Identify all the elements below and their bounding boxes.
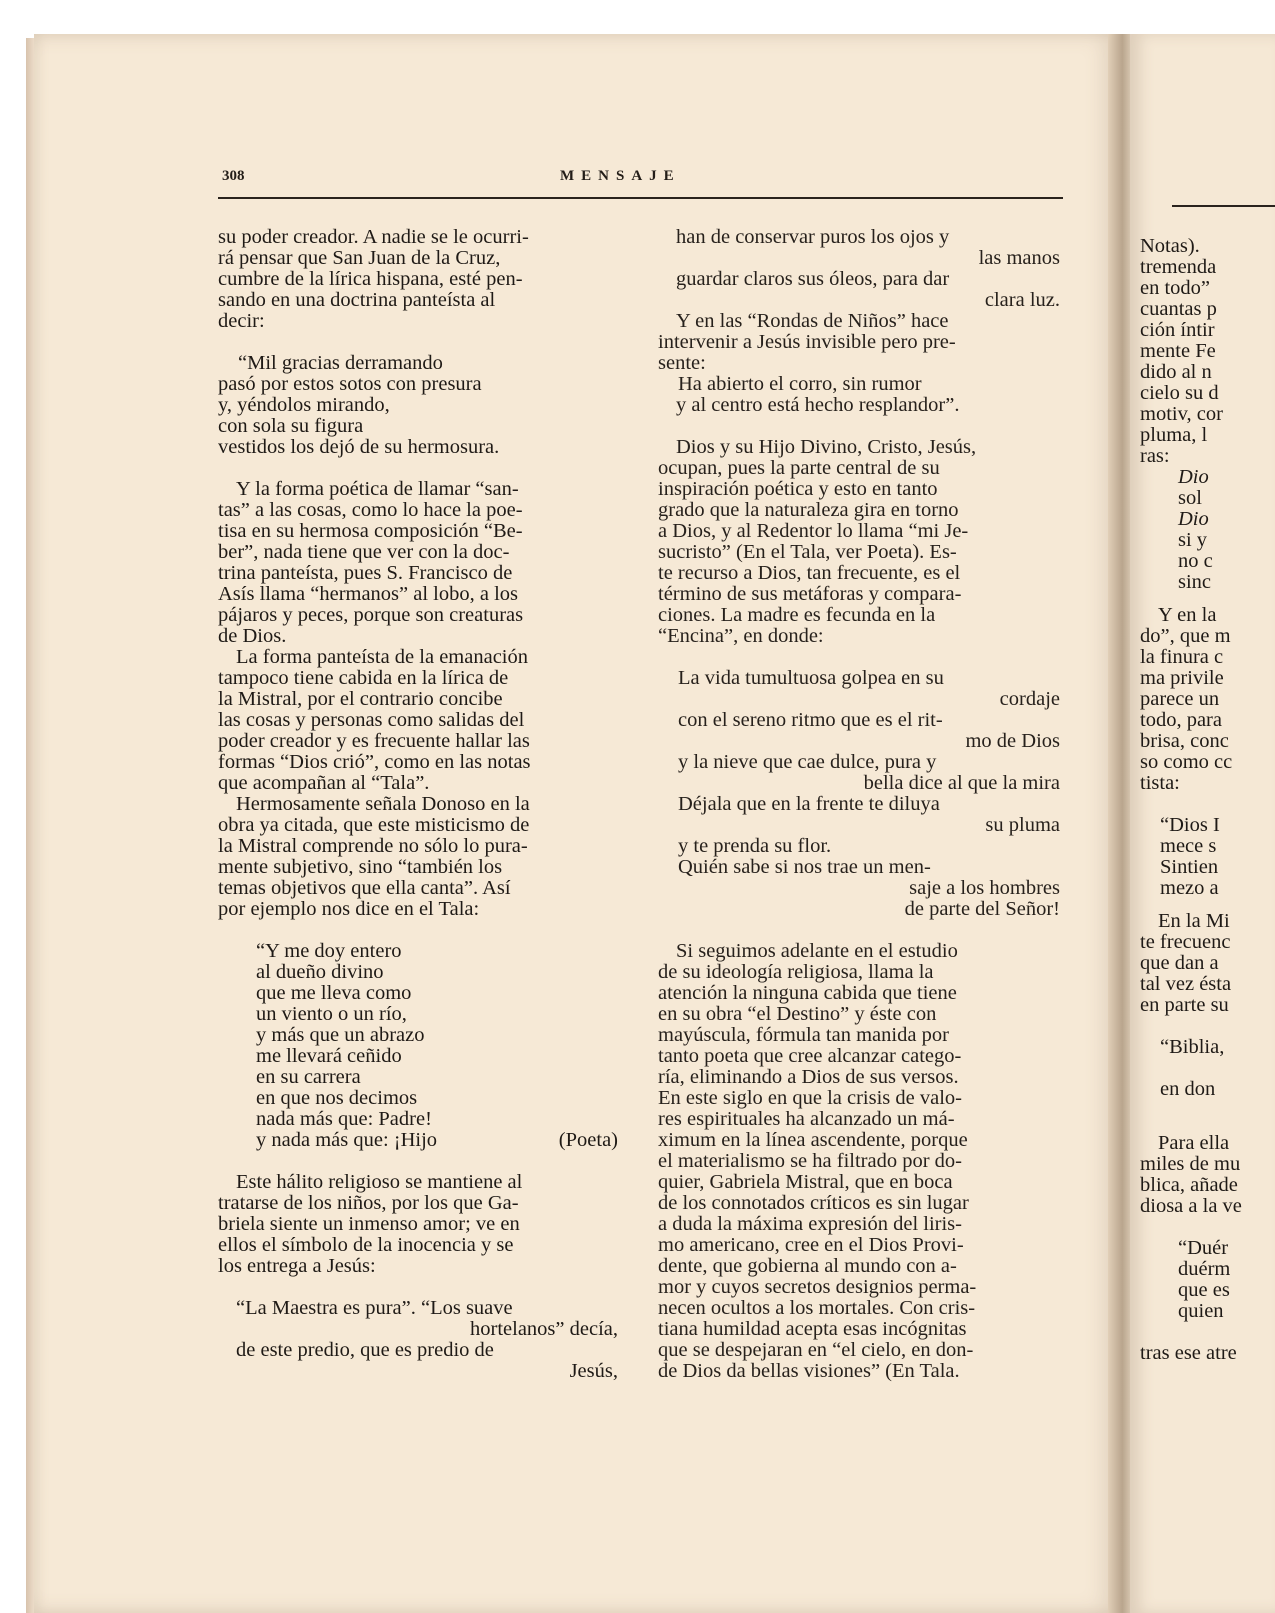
- text-line: miles de mu: [1140, 1153, 1241, 1175]
- text-line: mayúscula, fórmula tan manida por: [658, 1024, 949, 1046]
- text-line: Y en las “Rondas de Niños” hace: [676, 310, 949, 332]
- text-line: brisa, conc: [1140, 730, 1229, 752]
- text-line: diosa a la ve: [1140, 1195, 1242, 1217]
- text-line: sando en una doctrina panteísta al: [218, 289, 496, 311]
- text-line: ción íntir: [1140, 319, 1215, 341]
- right-page-column: [1140, 236, 1275, 1364]
- text-line: en todo”: [1140, 277, 1211, 299]
- text-line: te frecuenc: [1140, 931, 1231, 953]
- verse-line: de parte del Señor!: [904, 898, 1060, 920]
- verse-line: Déjala que en la frente te diluya: [678, 793, 940, 815]
- text-line: obra ya citada, que este misticismo de: [218, 814, 530, 836]
- verse-line: Dio: [1178, 466, 1209, 488]
- verse-line: duérm: [1178, 1258, 1231, 1280]
- text-line: te recurso a Dios, tan frecuente, es el: [658, 562, 961, 584]
- text-line: a duda la máxima expresión del liris-: [658, 1213, 962, 1235]
- verse-line: y te prenda su flor.: [678, 835, 832, 857]
- text-line: dido al n: [1140, 361, 1212, 383]
- text-line: que acompañan al “Tala”.: [218, 772, 430, 794]
- text-line: en su obra “el Destino” y éste con: [658, 1003, 937, 1025]
- text-line: “Encina”, en donde:: [658, 625, 824, 647]
- verse-line: La vida tumultuosa golpea en su: [678, 667, 944, 689]
- text-line: la Mistral comprende no sólo lo pura-: [218, 835, 528, 857]
- verse-line: vestidos los dejó de su hermosura.: [218, 436, 500, 458]
- text-line: pájaros y peces, porque son creaturas: [218, 604, 524, 626]
- header-rule: [218, 197, 1063, 199]
- text-line: en parte su: [1140, 994, 1229, 1016]
- verse-line: con el sereno ritmo que es el rit-: [678, 709, 943, 731]
- text-line: formas “Dios crió”, como en las notas: [218, 751, 531, 773]
- text-line: sucristo” (En el Tala, ver Poeta). Es-: [658, 541, 957, 563]
- right-page-header-rule: [1172, 205, 1275, 207]
- verse-line: que me lleva como: [256, 982, 412, 1004]
- verse-line: mece s: [1160, 835, 1217, 857]
- text-line: quier, Gabriela Mistral, que en boca: [658, 1171, 953, 1193]
- verse-line: Quién sabe si nos trae un men-: [678, 856, 931, 878]
- text-line: motiv, cor: [1140, 403, 1223, 425]
- text-line: ciones. La madre es fecunda en la: [658, 604, 936, 626]
- text-line: ras:: [1140, 445, 1170, 467]
- text-line: En este siglo en que la crisis de valo-: [658, 1087, 962, 1109]
- verse-line: mezo a: [1160, 877, 1219, 899]
- text-line: tista:: [1140, 772, 1180, 794]
- text-line: tisa en su hermosa composición “Be-: [218, 520, 523, 542]
- verse-line: Ha abierto el corro, sin rumor: [678, 373, 922, 395]
- text-line: que se despejaran en “el cielo, en don-: [658, 1339, 974, 1361]
- text-line: necen ocultos a los mortales. Con cris-: [658, 1297, 976, 1319]
- text-line: tratarse de los niños, por los que Ga-: [218, 1192, 519, 1214]
- text-line: ximum en la línea ascendente, porque: [658, 1129, 968, 1151]
- text-line: que dan a: [1140, 952, 1219, 974]
- verse-line: clara luz.: [984, 289, 1060, 311]
- verse-line: un viento o un río,: [256, 1003, 407, 1025]
- text-line: do”, que m: [1140, 625, 1231, 647]
- text-line: por ejemplo nos dice en el Tala:: [218, 898, 480, 920]
- left-column: [218, 227, 618, 1382]
- text-line: tiana humildad acepta esas incógnitas: [658, 1318, 967, 1340]
- text-line: los entrega a Jesús:: [218, 1255, 376, 1277]
- verse-line: guardar claros sus óleos, para dar: [676, 268, 950, 290]
- verse-line: “Y me doy entero: [256, 940, 402, 962]
- text-line: tas” a las cosas, como lo hace la poe-: [218, 499, 523, 521]
- text-line: mor y cuyos secretos designios perma-: [658, 1276, 977, 1298]
- verse-line: en su carrera: [256, 1066, 361, 1088]
- verse-line: y más que un abrazo: [256, 1024, 425, 1046]
- text-line: la Mistral, por el contrario concibe: [218, 688, 503, 710]
- text-line: blica, añade: [1140, 1174, 1238, 1196]
- text-line: dente, que gobierna al mundo con a-: [658, 1255, 957, 1277]
- text-line: cumbre de la lírica hispana, esté pen-: [218, 268, 523, 290]
- text-line: Hermosamente señala Donoso en la: [236, 793, 530, 815]
- verse-line: Sintien: [1160, 856, 1219, 878]
- text-line: intervenir a Jesús invisible pero pre-: [658, 331, 956, 353]
- text-line: tras ese atre: [1140, 1342, 1237, 1364]
- verse-line: sinc: [1178, 571, 1212, 593]
- text-line: la finura c: [1140, 646, 1224, 668]
- text-line: de Dios da bellas visiones” (En Tala.: [658, 1360, 960, 1382]
- text-line: inspiración poética y esto en tanto: [658, 478, 938, 500]
- verse-line-with-source: [218, 1130, 618, 1151]
- text-line: Notas).: [1140, 236, 1200, 257]
- verse-line: cordaje: [999, 688, 1060, 710]
- verse-line: hortelanos” decía,: [470, 1318, 618, 1340]
- verse-line: “Biblia,: [1160, 1036, 1225, 1058]
- verse-source: (Poeta): [558, 1129, 618, 1151]
- verse-line: de este predio, que es predio de: [236, 1339, 494, 1361]
- verse-line: con sola su figura: [218, 415, 364, 437]
- verse-line: “Dios I: [1160, 814, 1220, 836]
- verse-line: mo de Dios: [965, 730, 1060, 752]
- verse-line: han de conservar puros los ojos y: [676, 226, 950, 248]
- text-line: atención la ninguna cabida que tiene: [658, 982, 957, 1004]
- text-line: rá pensar que San Juan de la Cruz,: [218, 247, 501, 269]
- verse-line: y, yéndolos mirando,: [218, 394, 390, 416]
- verse-line: si y: [1178, 529, 1208, 551]
- verse-line: bella dice al que la mira: [863, 772, 1060, 794]
- text-line: decir:: [218, 310, 265, 332]
- text-line: poder creador y es frecuente hallar las: [218, 730, 530, 752]
- text-line: La forma panteísta de la emanación: [236, 646, 528, 668]
- text-line: término de sus metáforas y compara-: [658, 583, 962, 605]
- text-line: Asís llama “hermanos” al lobo, a los: [218, 583, 519, 605]
- verse-line: al dueño divino: [256, 961, 384, 983]
- verse-line: quien: [1178, 1300, 1224, 1322]
- verse-line: “La Maestra es pura”. “Los suave: [236, 1297, 513, 1319]
- text-line: En la Mi: [1158, 910, 1230, 932]
- verse-line: y la nieve que cae dulce, pura y: [678, 751, 937, 773]
- verse-line: pasó por estos sotos con presura: [218, 373, 482, 395]
- text-line: parece un: [1140, 688, 1220, 710]
- text-line: ría, eliminando a Dios de sus versos.: [658, 1066, 959, 1088]
- text-line: pluma, l: [1140, 424, 1208, 446]
- text-line: trina panteísta, pues S. Francisco de: [218, 562, 513, 584]
- middle-column: [658, 227, 1060, 1382]
- text-line: mo americano, cree en el Dios Provi-: [658, 1234, 964, 1256]
- verse-line: Jesús,: [569, 1360, 618, 1382]
- text-line: cielo su d: [1140, 382, 1219, 404]
- text-line: tanto poeta que cree alcanzar catego-: [658, 1045, 962, 1067]
- verse-line: saje a los hombres: [909, 877, 1060, 899]
- text-line: a Dios, y al Redentor lo llama “mi Je-: [658, 520, 969, 542]
- verse-line: “Mil gracias derramando: [238, 352, 443, 374]
- text-line: tampoco tiene cabida en la lírica de: [218, 667, 509, 689]
- verse-line: “Duér: [1178, 1237, 1229, 1259]
- text-line: mente Fe: [1140, 340, 1216, 362]
- text-line: ellos el símbolo de la inocencia y se: [218, 1234, 514, 1256]
- text-line: ma privile: [1140, 667, 1224, 689]
- verse-line: nada más que: Padre!: [256, 1108, 432, 1130]
- verse-line: las manos: [978, 247, 1060, 269]
- text-line: todo, para: [1140, 709, 1222, 731]
- text-line: so como cc: [1140, 751, 1233, 773]
- text-line: tal vez ésta: [1140, 973, 1232, 995]
- verse-line: en que nos decimos: [256, 1087, 418, 1109]
- verse-line: que es: [1178, 1279, 1230, 1301]
- text-line: sente:: [658, 352, 706, 374]
- running-title: MENSAJE: [560, 168, 681, 184]
- verse-line: y nada más que: ¡Hijo: [256, 1129, 438, 1151]
- text-line: Dios y su Hijo Divino, Cristo, Jesús,: [676, 436, 977, 458]
- text-line: las cosas y personas como salidas del: [218, 709, 525, 731]
- verse-line: Dio: [1178, 508, 1209, 530]
- verse-line: sol: [1178, 487, 1202, 509]
- text-line: cuantas p: [1140, 298, 1217, 320]
- text-line: mente subjetivo, sino “también los: [218, 856, 503, 878]
- text-line: Para ella: [1158, 1132, 1230, 1154]
- verse-line: no c: [1178, 550, 1213, 572]
- text-line: temas objetivos que ella canta”. Así: [218, 877, 511, 899]
- text-line: tremenda: [1140, 256, 1217, 278]
- page-number: 308: [222, 168, 245, 184]
- text-line: de su ideología religiosa, llama la: [658, 961, 934, 983]
- text-line: ber”, nada tiene que ver con la doc-: [218, 541, 510, 563]
- text-line: el materialismo se ha filtrado por do-: [658, 1150, 962, 1172]
- text-line: Si seguimos adelante en el estudio: [676, 940, 958, 962]
- text-line: res espirituales ha alcanzado un má-: [658, 1108, 955, 1130]
- text-line: su poder creador. A nadie se le ocurri-: [218, 226, 529, 248]
- text-line: ocupan, pues la parte central de su: [658, 457, 940, 479]
- verse-line: me llevará ceñido: [256, 1045, 402, 1067]
- text-line: Este hálito religioso se mantiene al: [236, 1171, 523, 1193]
- text-line: grado que la naturaleza gira en torno: [658, 499, 959, 521]
- text-line: briela siente un inmenso amor; ve en: [218, 1213, 520, 1235]
- verse-line: su pluma: [985, 814, 1060, 836]
- text-line: Y la forma poética de llamar “san-: [236, 478, 519, 500]
- verse-line: en don: [1160, 1078, 1216, 1100]
- text-line: de Dios.: [218, 625, 287, 647]
- verse-line: y al centro está hecho resplandor”.: [676, 394, 960, 416]
- text-line: de los connotados críticos es sin lugar: [658, 1192, 969, 1214]
- text-line: Y en la: [1158, 604, 1217, 626]
